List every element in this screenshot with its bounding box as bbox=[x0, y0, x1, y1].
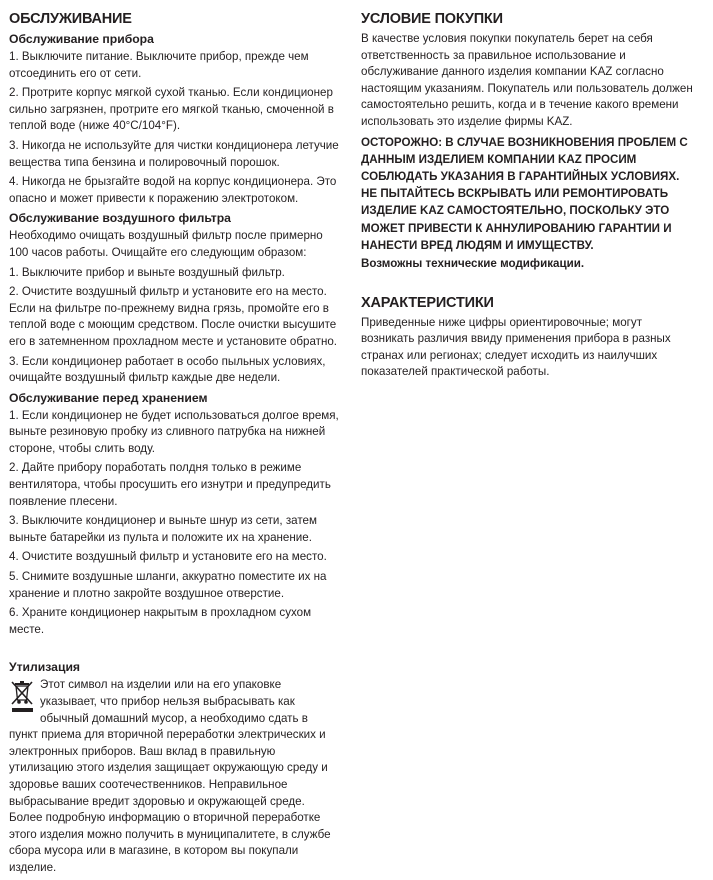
storage-item-1: 1. Если кондиционер не будет использоваться долгое время, выньте резиновую пробку из сливного патрубка на нижней стороне, чтобы слить воду. bbox=[9, 408, 339, 455]
device-service-subheading: Обслуживание прибора bbox=[9, 32, 154, 46]
specs-heading: ХАРАКТЕРИСТИКИ bbox=[361, 294, 494, 311]
specs-text: Приведенные ниже цифры ориентировочные; могут возникать различия ввиду применения прибора в разных странах или регионах; следует исходить из наилучших показателей практической работы. bbox=[361, 315, 671, 379]
service-heading: ОБСЛУЖИВАНИЕ bbox=[9, 11, 132, 27]
disposal-subheading: Утилизация bbox=[9, 660, 81, 675]
storage-item-4: 4. Очистите воздушный фильтр и установите его на место. bbox=[9, 550, 327, 564]
disposal-text: Этот символ на изделии или на его упаковке указывает, что прибор нельзя выбрасывать как обычный домашний мусор, а необходимо сдать в пункт приема для вторичной переработки электрических и электронных приборов. Ваш вклад в правильную утилизацию этого изделия защищает окружающую среду и здоровье ваших соотечественников. Неправильное выбрасывание вредит здоровью и окружающей среде. Более подробную информацию о вторичной переработке этого изделия можно получить в муниципалитете, в службе сбора мусора или в магазине, в котором вы покупали изделие. bbox=[9, 678, 331, 874]
filter-service-subheading: Обслуживание воздушного фильтра bbox=[9, 211, 231, 226]
device-item-3: 3. Никогда не используйте для чистки кондиционера летучие вещества типа бензина и полировочный порошок. bbox=[9, 138, 339, 169]
storage-service-subheading: Обслуживание перед хранением bbox=[9, 390, 208, 405]
left-column bbox=[9, 10, 339, 880]
storage-item-6: 6. Храните кондиционер накрытым в прохладном сухом месте. bbox=[9, 606, 312, 636]
crossed-out-wheelie-bin-icon bbox=[9, 679, 36, 715]
filter-item-3: 3. Если кондиционер работает в особо пыльных условиях, очищайте воздушный фильтр каждые две недели. bbox=[9, 354, 326, 385]
storage-item-2: 2. Дайте прибору поработать полдня только в режиме вентилятора, чтобы просушить его изнутри и предупредить появление плесени. bbox=[9, 461, 331, 508]
filter-item-1: 1. Выключите прибор и выньте воздушный фильтр. bbox=[9, 265, 285, 279]
device-item-4: 4. Никогда не брызгайте водой на корпус кондиционера. Это опасно и может привести к поражению электротоком. bbox=[9, 175, 337, 205]
right-column bbox=[361, 10, 693, 384]
purchase-warning: ОСТОРОЖНО: В СЛУЧАЕ ВОЗНИКНОВЕНИЯ ПРОБЛЕМ С ДАННЫМ ИЗДЕЛИЕМ КОМПАНИИ KAZ ПРОСИМ СОБЛЮДАТЬ УКАЗАНИЯ В ГАРАНТИЙНЫХ УСЛОВИЯХ. НЕ ПЫТАЙТЕСЬ ВСКРЫВАТЬ ИЛИ РЕМОНТИРОВАТЬ ИЗДЕЛИЕ KAZ САМОСТОЯТЕЛЬНО, ПОСКОЛЬКУ ЭТО МОЖЕТ ПРИВЕСТИ К АННУЛИРОВАНИЮ ГАРАНТИИ И НАНЕСТИ ВРЕД ЛЮДЯМ И ИМУЩЕСТВУ. bbox=[361, 135, 688, 252]
purchase-heading: УСЛОВИЕ ПОКУПКИ bbox=[361, 11, 503, 27]
technical-modifications-note: Возможны технические модификации. bbox=[361, 256, 585, 270]
storage-item-5: 5. Снимите воздушные шланги, аккуратно поместите их на хранение и плотно закройте воздушное отверстие. bbox=[9, 570, 327, 600]
filter-intro: Необходимо очищать воздушный фильтр после примерно 100 часов работы. Очищайте его следующим образом: bbox=[9, 229, 323, 259]
device-item-2: 2. Протрите корпус мягкой сухой тканью. Если кондиционер сильно загрязнен, протрите его мягкой тканью, смоченной в теплой воде (ниже 40°C/104°F). bbox=[9, 86, 334, 133]
storage-item-3: 3. Выключите кондиционер и выньте шнур из сети, затем выньте батарейки из пульта и положите их на хранение. bbox=[9, 514, 317, 544]
purchase-text: В качестве условия покупки покупатель берет на себя ответственность за правильное использование и обслуживание данного изделия компании KAZ согласно настоящим указаниям. Покупатель или пользователь должен самостоятельно решить, когда и в течение какого времени использовать это изделие фирмы KAZ. bbox=[361, 32, 693, 128]
device-item-1: 1. Выключите питание. Выключите прибор, прежде чем отсоединить его от сети. bbox=[9, 50, 309, 80]
filter-item-2: 2. Очистите воздушный фильтр и установите его на место. Если на фильтре по-прежнему видна грязь, промойте его в теплой воде с моющим средством. После очистки высушите его в затемненном прохладном месте и установите обратно. bbox=[9, 285, 338, 348]
disposal-block bbox=[9, 677, 339, 876]
